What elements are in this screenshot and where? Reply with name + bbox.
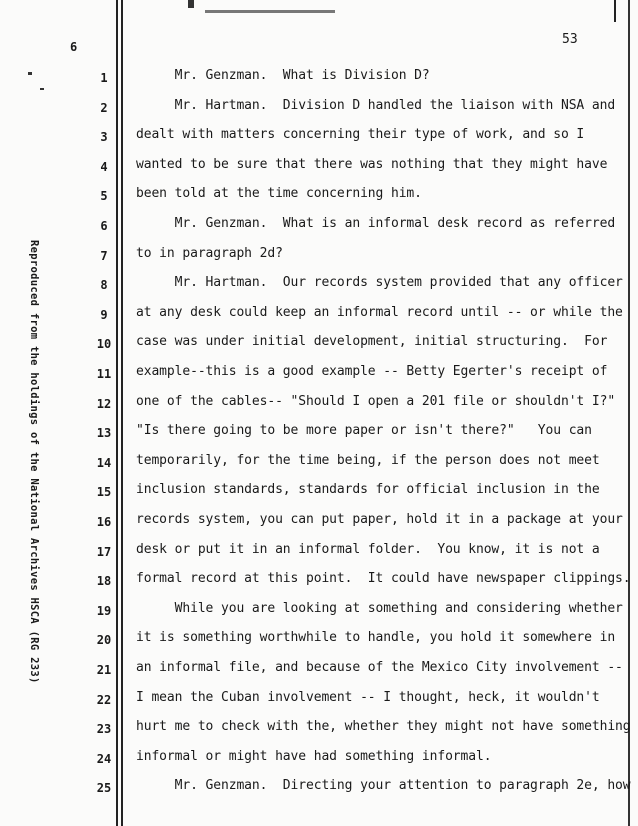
transcript-line: While you are looking at something and considering whether xyxy=(136,600,623,616)
transcript-line: at any desk could keep an informal record until -- or while the xyxy=(136,304,623,320)
transcript-line: Mr. Genzman. Directing your attention to paragraph 2e, how xyxy=(136,778,631,794)
line-number: 11 xyxy=(96,367,112,381)
scan-mark xyxy=(188,0,194,8)
line-number: 16 xyxy=(96,515,112,529)
line-number: 8 xyxy=(100,278,108,293)
line-number: 18 xyxy=(96,574,112,589)
transcript-line: Mr. Genzman. What is an informal desk record as referred xyxy=(136,216,616,231)
transcript-line: Mr. Genzman. What is Division D? xyxy=(136,68,430,83)
line-number: 15 xyxy=(96,485,112,500)
transcript-line: wanted to be sure that there was nothing that they might have xyxy=(136,156,608,172)
scan-mark xyxy=(28,72,32,75)
page-edge-tick xyxy=(614,0,616,22)
transcript-line: an informal file, and because of the Mexico City involvement -- xyxy=(136,660,623,675)
line-number: 25 xyxy=(96,781,112,796)
line-number: 22 xyxy=(96,692,112,707)
line-number: 3 xyxy=(100,130,108,145)
transcript-line: case was under initial development, initial structuring. For xyxy=(136,334,608,350)
line-number: 21 xyxy=(96,663,112,677)
line-number: 19 xyxy=(96,603,112,618)
transcript-line: hurt me to check with the, whether they might not have something xyxy=(136,719,631,735)
line-number: 6 xyxy=(100,219,108,233)
line-number: 14 xyxy=(96,455,112,470)
archive-note: Reproduced from the holdings of the National Archives HSCA (RG 233) xyxy=(28,240,40,684)
scan-mark xyxy=(205,10,335,13)
line-number: 10 xyxy=(96,337,112,352)
line-number: 5 xyxy=(100,189,108,204)
line-number: 7 xyxy=(100,248,108,263)
transcript-line: temporarily, for the time being, if the person does not meet xyxy=(136,452,600,468)
transcript-line: informal or might have had something informal. xyxy=(136,748,492,764)
scan-mark xyxy=(40,88,44,90)
line-number: 24 xyxy=(96,751,112,766)
line-number: 2 xyxy=(100,100,108,115)
line-number: 1 xyxy=(100,71,108,85)
line-number: 17 xyxy=(96,544,112,559)
line-number: 9 xyxy=(100,307,108,322)
transcript-line: inclusion standards, standards for official inclusion in the xyxy=(136,482,600,498)
line-number: 4 xyxy=(100,159,108,174)
transcript-line: records system, you can put paper, hold it in a package at your xyxy=(136,512,623,527)
line-number: 20 xyxy=(96,633,112,648)
line-number: 13 xyxy=(96,426,112,441)
line-number: 12 xyxy=(96,396,112,411)
transcript-line: been told at the time concerning him. xyxy=(136,186,422,202)
sheet-number: 6 xyxy=(70,40,78,54)
line-number: 23 xyxy=(96,722,112,737)
transcript-line: I mean the Cuban involvement -- I thought, heck, it wouldn't xyxy=(136,689,600,705)
transcript-line: dealt with matters concerning their type of work, and so I xyxy=(136,127,585,143)
transcript-line: Mr. Hartman. Division D handled the liaison with NSA and xyxy=(136,97,616,113)
transcript-line: "Is there going to be more paper or isn't there?" You can xyxy=(136,423,592,439)
transcript-line: it is something worthwhile to handle, you hold it somewhere in xyxy=(136,630,616,646)
transcript-line: Mr. Hartman. Our records system provided that any officer xyxy=(136,275,623,291)
transcript-line: to in paragraph 2d? xyxy=(136,245,283,261)
transcript-line: desk or put it in an informal folder. You know, it is not a xyxy=(136,541,600,557)
page-number: 53 xyxy=(562,32,578,47)
transcript-line: one of the cables-- "Should I open a 201 file or shouldn't I?" xyxy=(136,393,616,409)
page-edge-rule xyxy=(628,0,630,826)
transcript-line: example--this is a good example -- Betty Egerter's receipt of xyxy=(136,364,608,379)
transcript-line: formal record at this point. It could have newspaper clippings. xyxy=(136,571,631,587)
